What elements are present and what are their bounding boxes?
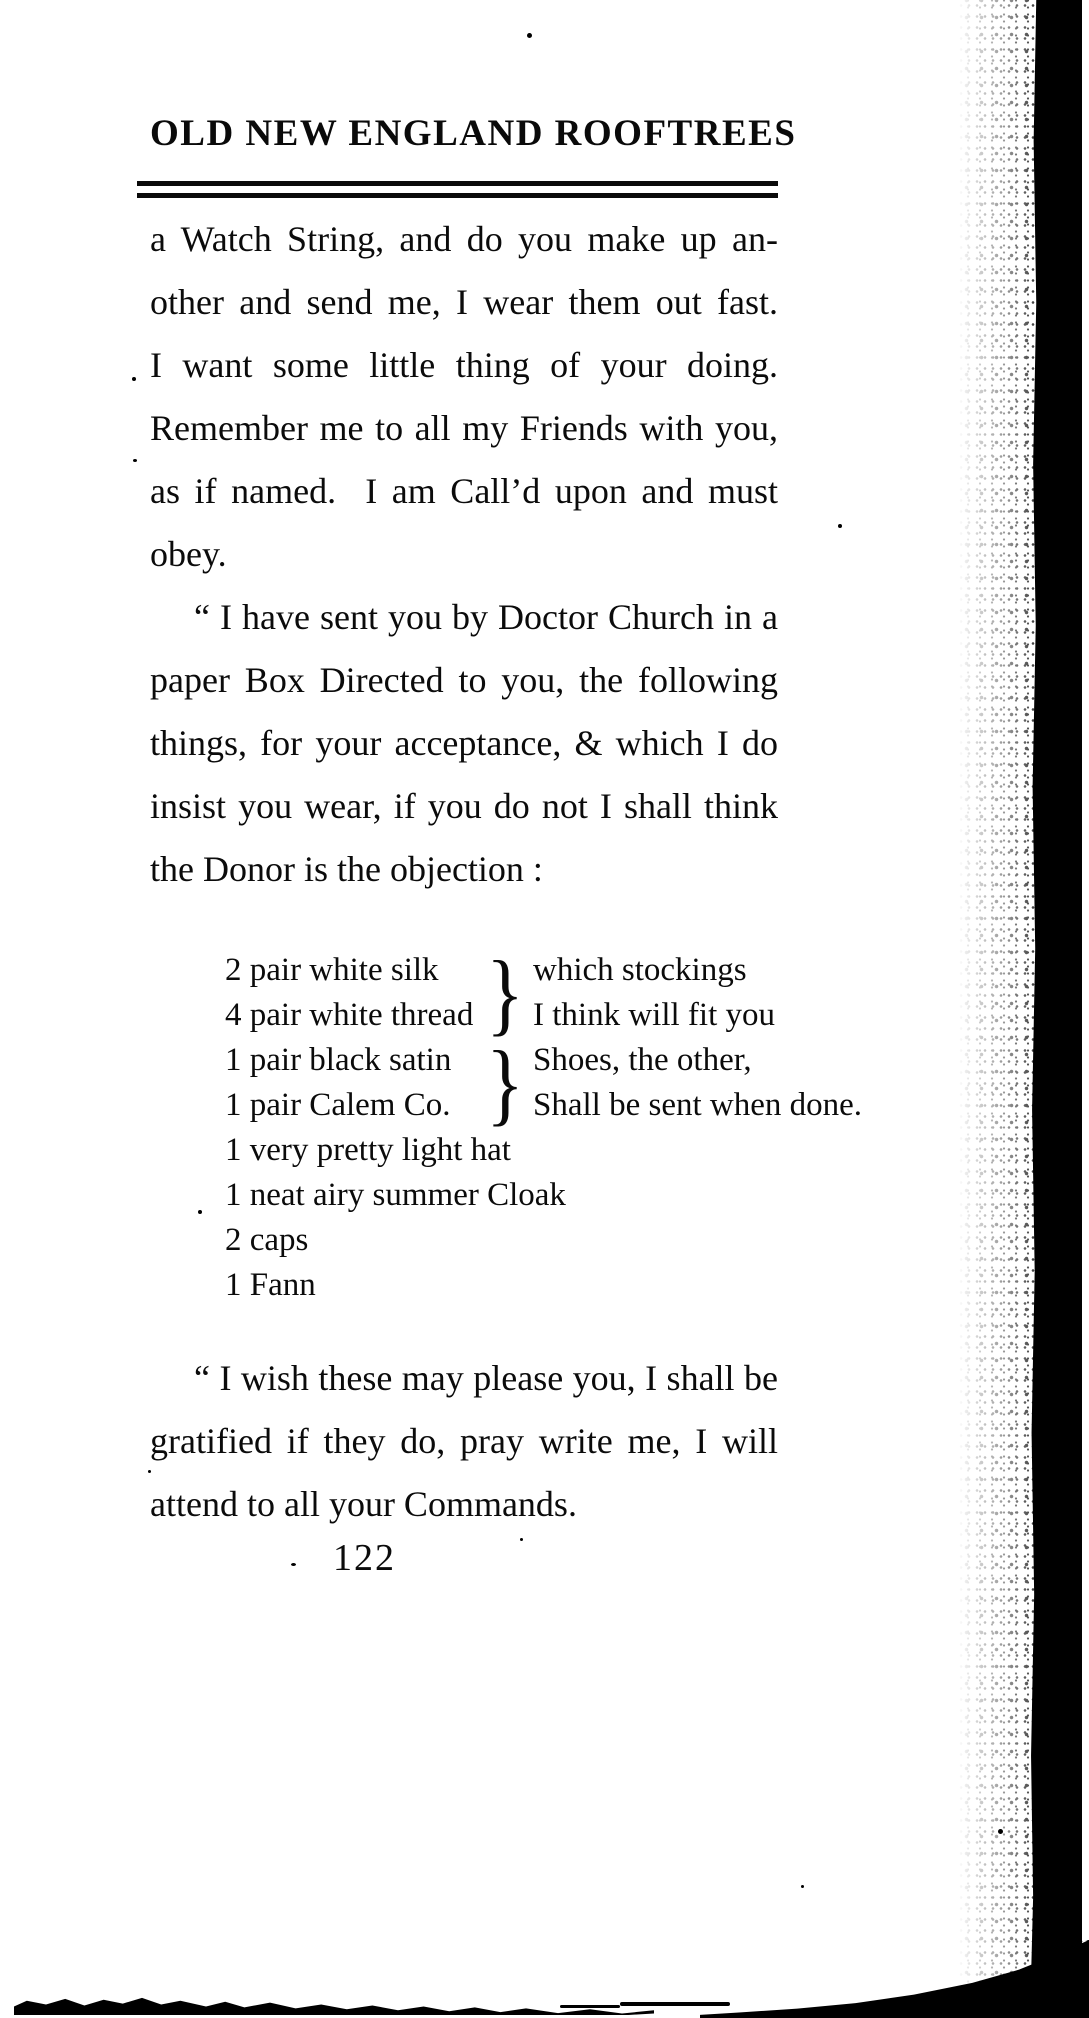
ink-speck — [198, 1210, 202, 1214]
text-line: “ I have sent you by Doctor Church in a — [194, 597, 778, 637]
ink-speck — [520, 1538, 523, 1541]
body-text — [150, 208, 778, 901]
text-line: other and send me, I wear them out fast. — [150, 282, 778, 322]
paragraph-3 — [150, 1347, 778, 1536]
list-right-column — [527, 1038, 1005, 1128]
text-line: the Donor is the objection : — [150, 849, 543, 889]
list-left-column — [225, 1038, 483, 1128]
rule-line-bottom — [137, 193, 778, 198]
text-line: a Watch String, and do you make up an- — [150, 219, 778, 259]
list-item: 1 very pretty light hat — [225, 1132, 511, 1168]
rule-line-top — [137, 181, 778, 186]
ink-speck — [527, 33, 532, 38]
list-brace-group — [225, 1032, 1005, 1134]
list-note: Shall be sent when done. — [533, 1087, 863, 1123]
list-note: Shoes, the other, — [533, 1042, 752, 1078]
scan-edge-white-strip — [1082, 0, 1089, 1940]
ink-speck — [838, 524, 842, 528]
list-brace-group — [225, 942, 1005, 1044]
text-line: things, for your acceptance, & which I do — [150, 723, 778, 763]
ink-speck — [801, 1885, 804, 1888]
bottom-ink-dash — [620, 2002, 730, 2006]
paragraph-1 — [150, 208, 778, 586]
brace-icon: } — [486, 1032, 524, 1134]
gutter-shadow-solid — [1030, 0, 1082, 2018]
ink-speck — [132, 377, 136, 381]
running-header: OLD NEW ENGLAND ROOFTREES — [150, 113, 797, 154]
list-item: 1 neat airy summer Cloak — [225, 1177, 566, 1213]
list-note: I think will fit you — [533, 997, 775, 1033]
list-left-column — [225, 948, 483, 1038]
text-line: “ I wish these may please you, I shall be — [194, 1358, 778, 1398]
text-line: paper Box Directed to you, the following — [150, 660, 778, 700]
ink-speck — [133, 459, 137, 462]
header-double-rule — [137, 181, 778, 198]
text-line: gratified if they do, pray write me, I will — [150, 1421, 778, 1461]
ink-speck — [998, 1829, 1003, 1834]
text-line: Remember me to all my Friends with you, — [150, 408, 778, 448]
ink-speck — [291, 1563, 296, 1566]
list-item: 2 pair white silk — [225, 952, 439, 988]
packing-list — [225, 942, 1005, 1308]
list-item: 1 Fann — [225, 1267, 316, 1303]
brace-icon: } — [486, 942, 524, 1044]
text-line: obey. — [150, 534, 227, 574]
text-line: insist you wear, if you do not I shall think — [150, 786, 778, 826]
list-note: which stockings — [533, 952, 747, 988]
list-item: 2 caps — [225, 1222, 309, 1258]
text-line: I want some little thing of your doing. — [150, 345, 778, 385]
bottom-ink-dash — [560, 2005, 620, 2008]
paragraph-2 — [150, 586, 778, 901]
text-line: attend to all your Commands. — [150, 1484, 577, 1524]
list-right-column — [527, 948, 1005, 1038]
list-item: 1 pair Calem Co. — [225, 1087, 451, 1123]
ink-speck — [148, 1470, 151, 1473]
text-line: as if named. I am Call’d upon and must — [150, 471, 778, 511]
bottom-ink-band — [14, 1996, 654, 2015]
list-item: 4 pair white thread — [225, 997, 474, 1033]
list-item: 1 pair black satin — [225, 1042, 452, 1078]
page-number: 122 — [333, 1537, 396, 1579]
